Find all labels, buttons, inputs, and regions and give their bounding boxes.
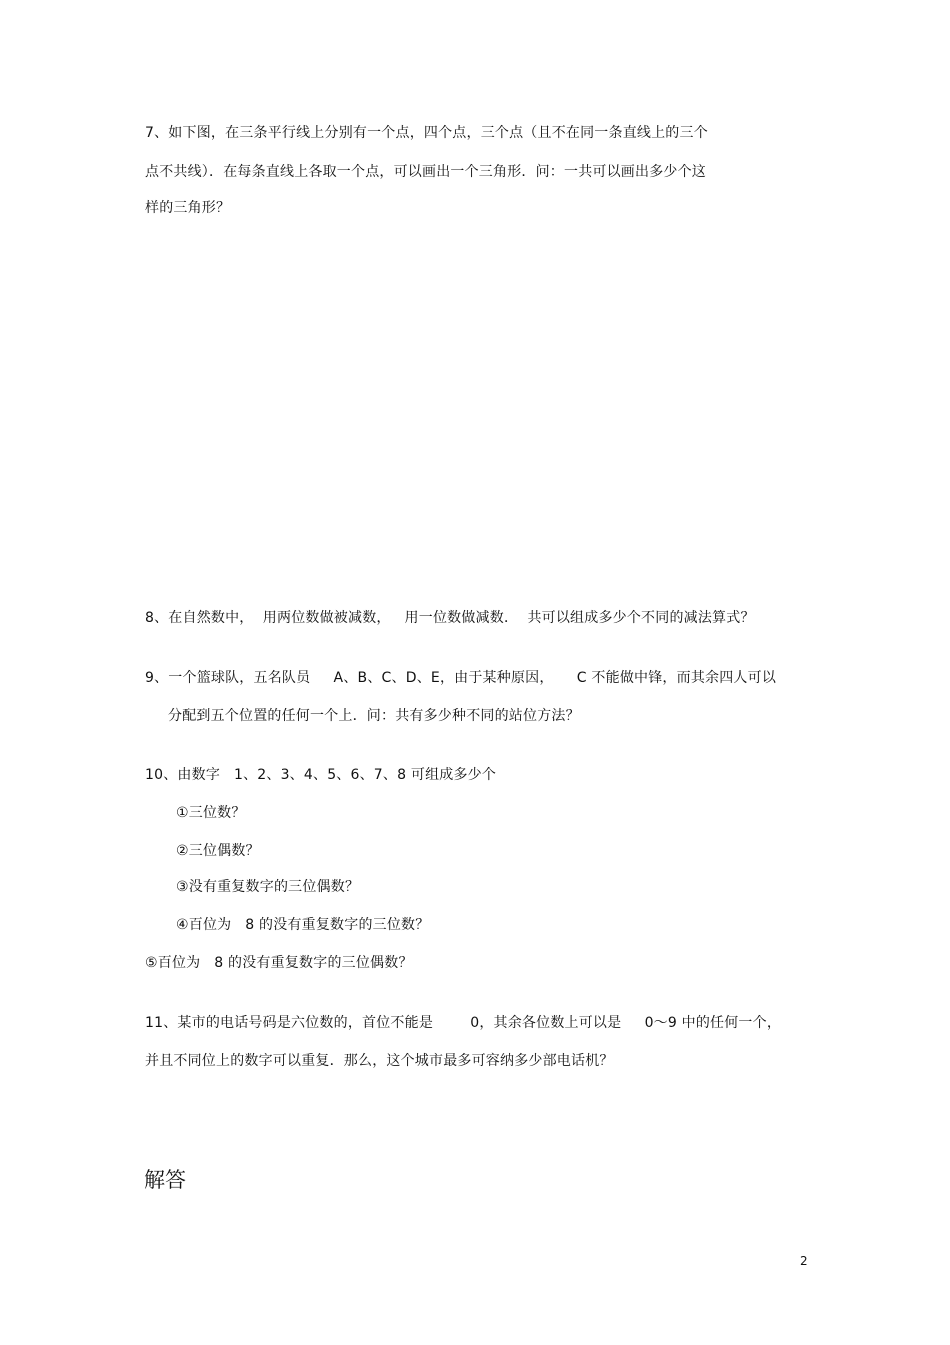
question-11-line-1: 11、某市的电话号码是六位数的，首位不能是 0，其余各位数上可以是 0～9 中的任何一个，	[145, 1015, 782, 1031]
question-9-line-2: 分配到五个位置的任何一个上．问：共有多少种不同的站位方法？	[168, 708, 580, 724]
question-10-sub-4: ④百位为 8 的没有重复数字的三位数？	[176, 917, 430, 933]
question-7-line-1: 7、如下图，在三条平行线上分别有一个点，四个点，三个点（且不在同一条直线上的三个	[145, 125, 708, 141]
question-10-sub-3: ③没有重复数字的三位偶数？	[176, 879, 360, 895]
question-10-sub-1: ①三位数？	[176, 805, 246, 821]
question-8-line-1: 8、在自然数中， 用两位数做被减数， 用一位数做减数． 共可以组成多少个不同的减法算式？	[145, 610, 755, 626]
question-7-line-3: 样的三角形？	[145, 200, 231, 216]
page-number: 2	[800, 1254, 808, 1268]
question-7-line-2: 点不共线）．在每条直线上各取一个点，可以画出一个三角形．问：一共可以画出多少个这	[145, 164, 706, 180]
question-10-sub-2: ②三位偶数？	[176, 843, 260, 859]
question-11-line-2: 并且不同位上的数字可以重复．那么，这个城市最多可容纳多少部电话机？	[145, 1053, 614, 1069]
question-9-line-1: 9、一个篮球队，五名队员 A、B、C、D、E，由于某种原因， C 不能做中锋，而其余四人可以	[145, 670, 777, 686]
question-10-sub-5: ⑤百位为 8 的没有重复数字的三位偶数？	[145, 955, 413, 971]
answers-heading: 解答	[144, 1168, 186, 1192]
question-10-line-1: 10、由数字 1、2、3、4、5、6、7、8 可组成多少个	[145, 767, 497, 783]
